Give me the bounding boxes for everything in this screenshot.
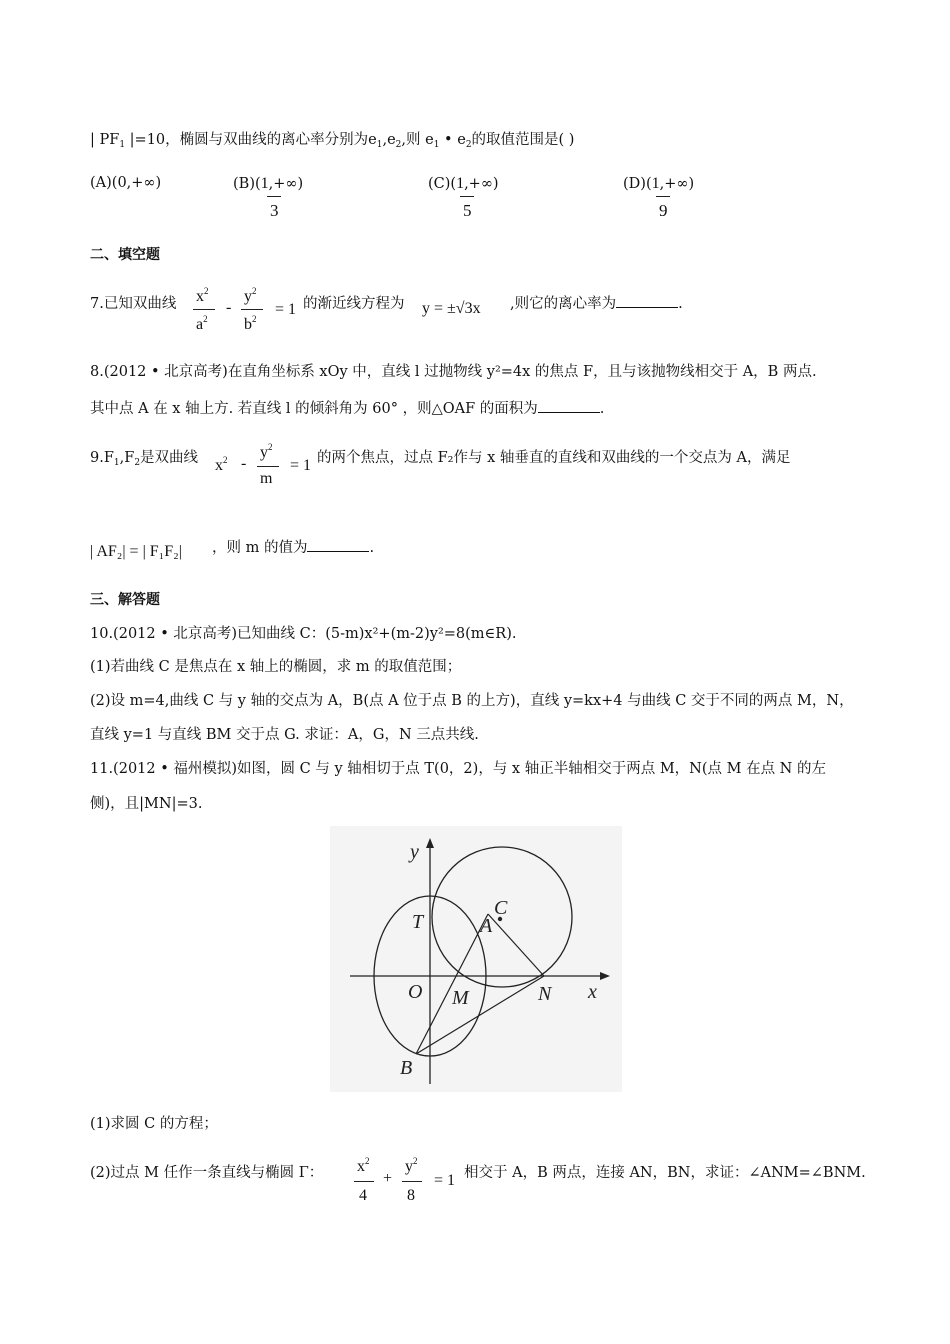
label-a: A bbox=[480, 915, 493, 937]
q7-eq1: = 1 bbox=[275, 301, 297, 318]
q9-condition: | AF₂| = | F₁F₂| bbox=[90, 543, 182, 560]
q7-post bbox=[510, 292, 683, 313]
opt-num: 1 bbox=[260, 175, 269, 192]
q10-line3: (2)设 m=4,曲线 C 与 y 轴的交点为 A，B(点 A 位于点 B 的上方)，直线 y=kx+4 与曲线 C 交于不同的两点 M，N， bbox=[90, 693, 854, 709]
period: . bbox=[369, 540, 375, 556]
q10-line1: 10.(2012 • 北京高考)已知曲线 C：(5-m)x²+(m-2)y²=8(m∈R). bbox=[90, 626, 517, 642]
q7-frac2-bar bbox=[241, 309, 263, 310]
q6-option-b-den: 3 bbox=[270, 201, 279, 220]
var: y bbox=[405, 1158, 413, 1175]
opt-post: ,+∞) bbox=[659, 176, 695, 192]
answer-blank[interactable] bbox=[616, 295, 678, 308]
sub: 2 bbox=[395, 140, 402, 150]
sub: 1 bbox=[376, 140, 383, 150]
q6-option-d bbox=[623, 175, 694, 193]
sub: 1 bbox=[433, 140, 440, 150]
q6-text: • e bbox=[439, 132, 466, 148]
q6-option-c-bar bbox=[460, 196, 474, 197]
q9-y2: $y^2$ bbox=[260, 442, 273, 461]
label-y: y bbox=[410, 841, 419, 863]
q6-option-a: (A)(0,+∞) bbox=[90, 175, 162, 191]
q7-y2: $y^2$ bbox=[244, 286, 257, 305]
label-b: B bbox=[400, 1057, 413, 1079]
q9-pre bbox=[90, 446, 198, 468]
q6-text: | PF bbox=[90, 132, 120, 148]
q9-minus: - bbox=[241, 455, 247, 472]
q7-x2: $x^2$ bbox=[196, 286, 209, 305]
q9-text: 是双曲线 bbox=[140, 450, 199, 466]
q11-part2-pre: (2)过点 M 任作一条直线与椭圆 Γ： bbox=[90, 1165, 324, 1181]
q11-y2: $y^2$ bbox=[405, 1156, 418, 1175]
q7-asymptote: y = ±√3x bbox=[422, 300, 481, 317]
q7-post-text: ,则它的离心率为 bbox=[510, 296, 617, 312]
label-c: C bbox=[494, 897, 508, 919]
q11-part1: (1)求圆 C 的方程； bbox=[90, 1116, 218, 1132]
var: x bbox=[215, 457, 223, 474]
q11-eight: 8 bbox=[407, 1187, 415, 1204]
q7-b2: $b^2$ bbox=[244, 314, 257, 333]
opt-pre: (B)( bbox=[233, 176, 261, 192]
opt-post: ,+∞) bbox=[464, 176, 499, 192]
q6-option-c-den: 5 bbox=[463, 201, 472, 220]
q11-part2-post: 相交于 A，B 两点，连接 AN，BN，求证：∠ANM=∠BNM. bbox=[464, 1165, 866, 1181]
q6-option-b bbox=[233, 175, 303, 193]
answer-blank[interactable] bbox=[307, 539, 369, 552]
var: x bbox=[196, 288, 204, 305]
q9-line2-text: ，则 m 的值为 bbox=[212, 540, 308, 556]
q11-plus: + bbox=[383, 1170, 393, 1187]
var: b bbox=[244, 316, 252, 333]
label-m: M bbox=[452, 987, 469, 1009]
q11-line1: 11.(2012 • 福州模拟)如图，圆 C 与 y 轴相切于点 T(0，2)，与 x 轴正半轴相交于两点 M，N(点 M 在点 N 的左 bbox=[90, 761, 826, 777]
sub: 1 bbox=[113, 458, 120, 468]
q6-text: ,则 e bbox=[401, 132, 434, 148]
q7-frac1-bar bbox=[193, 309, 215, 310]
q7-mid: 的渐近线方程为 bbox=[303, 296, 405, 312]
q9-post: 的两个焦点，过点 F₂作与 x 轴垂直的直线和双曲线的一个交点为 A，满足 bbox=[317, 450, 791, 466]
q6-text: 的取值范围是( ) bbox=[471, 132, 575, 148]
q9-text: 9.F bbox=[90, 450, 114, 466]
sub: 2 bbox=[465, 140, 472, 150]
q7-pre: 7.已知双曲线 bbox=[90, 296, 177, 312]
var: x bbox=[357, 1158, 365, 1175]
q6-text: |=10，椭圆与双曲线的离心率分别为e bbox=[125, 132, 377, 148]
section-heading-solutions: 三、解答题 bbox=[90, 592, 160, 608]
q11-eq1: = 1 bbox=[434, 1172, 456, 1189]
q11-frac1-bar bbox=[354, 1181, 374, 1182]
q11-figure bbox=[330, 826, 622, 1092]
opt-pre: (C)( bbox=[428, 176, 457, 192]
q8-line2 bbox=[90, 397, 604, 418]
var: y bbox=[260, 444, 268, 461]
q9-eq1: = 1 bbox=[290, 457, 312, 474]
var: a bbox=[196, 316, 204, 333]
q6-line1 bbox=[90, 128, 574, 150]
var: y bbox=[244, 288, 252, 305]
q6-option-d-den: 9 bbox=[659, 201, 668, 220]
opt-pre: (D)( bbox=[623, 176, 652, 192]
sub: 2 bbox=[134, 458, 141, 468]
opt-num: 1 bbox=[456, 175, 465, 192]
q6-text: ,e bbox=[382, 132, 396, 148]
period: . bbox=[678, 296, 683, 312]
period: . bbox=[599, 401, 605, 417]
q8-line2-text: 其中点 A 在 x 轴上方. 若直线 l 的倾斜角为 60° ，则△OAF 的面积为 bbox=[90, 401, 538, 417]
sub: 1 bbox=[119, 140, 126, 150]
opt-post: ,+∞) bbox=[268, 176, 304, 192]
q6-option-c bbox=[428, 175, 499, 193]
q6-option-b-bar bbox=[267, 196, 281, 197]
q10-line4: 直线 y=1 与直线 BM 交于点 G. 求证：A，G，N 三点共线. bbox=[90, 727, 479, 743]
opt-num: 1 bbox=[651, 175, 660, 192]
q11-x2: $x^2$ bbox=[357, 1156, 370, 1175]
q7-minus: - bbox=[226, 299, 232, 316]
q9-line2 bbox=[212, 536, 374, 557]
answer-blank[interactable] bbox=[538, 400, 600, 413]
q8-line1: 8.(2012 • 北京高考)在直角坐标系 xOy 中，直线 l 过抛物线 y²=4x 的焦点 F，且与该抛物线相交于 A，B 两点. bbox=[90, 364, 817, 380]
q11-frac2-bar bbox=[402, 1181, 422, 1182]
q11-four: 4 bbox=[359, 1187, 367, 1204]
q9-x2: $x^2$ bbox=[215, 455, 228, 474]
label-n: N bbox=[538, 983, 552, 1005]
q11-line2: 侧)，且|MN|=3. bbox=[90, 796, 203, 812]
figure-background bbox=[330, 826, 622, 1092]
q6-option-d-bar bbox=[656, 196, 670, 197]
q10-line2: (1)若曲线 C 是焦点在 x 轴上的椭圆，求 m 的取值范围； bbox=[90, 659, 462, 675]
label-t: T bbox=[412, 911, 424, 933]
q9-m: m bbox=[260, 470, 273, 487]
label-o: O bbox=[408, 981, 423, 1003]
q9-text: ,F bbox=[119, 450, 135, 466]
q7-a2: $a^2$ bbox=[196, 314, 208, 333]
label-x: x bbox=[588, 981, 597, 1003]
q9-frac-bar bbox=[257, 466, 279, 467]
section-heading-fill-in: 二、填空题 bbox=[90, 247, 160, 263]
